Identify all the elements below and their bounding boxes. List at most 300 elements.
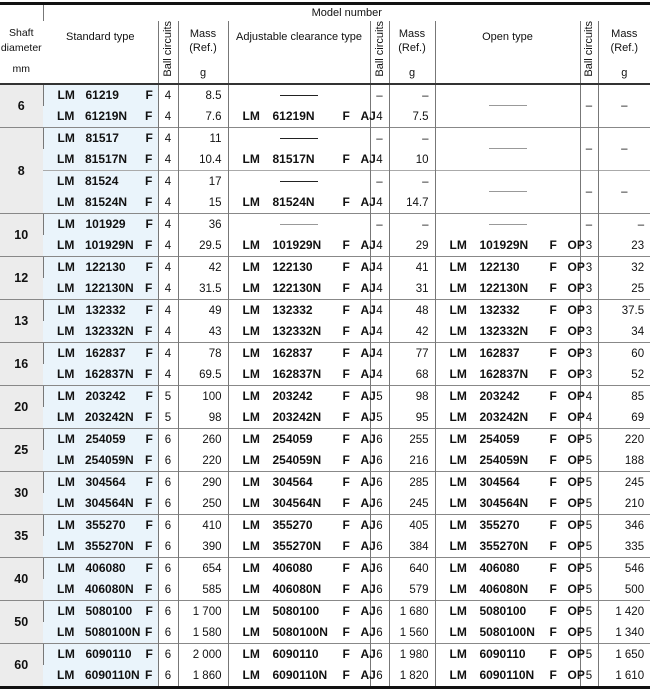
model-code — [229, 346, 376, 360]
type-suffix: AJ — [361, 582, 376, 596]
standard-ball-circuits: 4 — [158, 171, 178, 193]
flange-mark: F — [146, 343, 164, 363]
standard-ball-circuits: 4 — [158, 321, 178, 343]
flange-mark: F — [550, 665, 568, 685]
model-number: 5080100N — [472, 622, 550, 642]
open-ball-circuits: 3 — [580, 343, 598, 365]
flange-mark: F — [550, 364, 568, 384]
standard-ball-circuits: 4 — [158, 300, 178, 322]
model-prefix: LM — [58, 472, 80, 492]
model-number: 304564N — [472, 493, 550, 513]
standard-mass: 410 — [178, 515, 228, 537]
open-ball-circuits-header — [580, 21, 598, 84]
mass-label: Mass — [190, 28, 216, 40]
standard-ball-circuits: 4 — [158, 343, 178, 365]
model-code — [229, 195, 376, 209]
type-suffix: AJ — [361, 303, 376, 317]
model-number: 6090110 — [80, 644, 146, 664]
adjustable-mass: 42 — [389, 321, 435, 343]
open-mass-header — [598, 21, 650, 84]
model-prefix: LM — [57, 579, 79, 599]
model-number: 304564 — [80, 472, 146, 492]
flange-mark: F — [145, 622, 163, 642]
flange-mark: F — [343, 321, 361, 341]
open-model — [435, 214, 580, 236]
model-number-header: Model number — [43, 4, 650, 22]
open-ball-circuits: 3 — [580, 278, 598, 300]
standard-model — [43, 536, 158, 558]
standard-ball-circuits: 4 — [158, 149, 178, 171]
flange-mark: F — [550, 644, 568, 664]
model-code — [436, 625, 585, 639]
standard-mass: 220 — [178, 450, 228, 472]
open-ball-circuits: 5 — [580, 472, 598, 494]
adjustable-mass: 7.5 — [389, 106, 435, 128]
standard-mass: 8.5 — [178, 84, 228, 106]
standard-mass: 7.6 — [178, 106, 228, 128]
adjustable-mass: 14.7 — [389, 192, 435, 214]
model-code — [44, 131, 164, 145]
model-prefix: LM — [243, 257, 265, 277]
model-number: 254059 — [80, 429, 146, 449]
model-number: 162837N — [472, 364, 550, 384]
model-code — [44, 647, 164, 661]
table-row — [0, 84, 650, 106]
table-row — [0, 558, 650, 580]
model-code — [229, 238, 376, 252]
model-code — [436, 238, 585, 252]
open-model — [435, 171, 580, 214]
model-prefix: LM — [58, 429, 80, 449]
standard-ball-circuits: 6 — [158, 558, 178, 580]
model-number: 101929N — [79, 235, 145, 255]
flange-mark: F — [550, 429, 568, 449]
model-number: 355270 — [80, 515, 146, 535]
adjustable-ball-circuits: 6 — [370, 601, 389, 623]
standard-model — [43, 515, 158, 537]
adjustable-model — [228, 407, 370, 429]
flange-mark: F — [550, 493, 568, 513]
flange-mark: F — [550, 257, 568, 277]
model-number: 81524N — [265, 192, 343, 212]
standard-model — [43, 278, 158, 300]
model-code — [229, 432, 376, 446]
model-prefix: LM — [58, 128, 80, 148]
model-number: 254059N — [79, 450, 145, 470]
table-row — [0, 257, 650, 279]
model-prefix: LM — [243, 450, 265, 470]
model-code — [436, 432, 585, 446]
model-number: 122130N — [265, 278, 343, 298]
standard-model — [43, 364, 158, 386]
model-number: 254059 — [265, 429, 343, 449]
standard-model — [43, 579, 158, 601]
adjustable-mass: 216 — [389, 450, 435, 472]
model-code — [229, 604, 376, 618]
flange-mark: F — [145, 407, 163, 427]
standard-model — [43, 84, 158, 106]
flange-mark: F — [145, 171, 163, 191]
open-mass: 52 — [598, 364, 650, 386]
model-number: 254059 — [472, 429, 550, 449]
open-ball-circuits: – — [580, 128, 598, 171]
model-number: 203242N — [265, 407, 343, 427]
model-number: 81517 — [80, 128, 146, 148]
open-ball-circuits: 4 — [580, 407, 598, 429]
model-number: 61219 — [80, 85, 146, 105]
type-suffix: OP — [568, 668, 585, 682]
model-prefix: LM — [243, 106, 265, 126]
model-number: 304564N — [79, 493, 145, 513]
shaft-diameter: 6 — [0, 84, 43, 128]
adjustable-model — [228, 665, 370, 688]
type-suffix: AJ — [361, 453, 376, 467]
model-prefix: LM — [243, 579, 265, 599]
adjustable-ball-circuits: 6 — [370, 515, 389, 537]
table-row — [0, 321, 650, 343]
flange-mark: F — [146, 300, 164, 320]
model-prefix: LM — [450, 450, 472, 470]
open-ball-circuits: 3 — [580, 235, 598, 257]
model-code — [43, 152, 163, 166]
flange-mark: F — [343, 450, 361, 470]
standard-ball-circuits: 6 — [158, 450, 178, 472]
adjustable-mass: 384 — [389, 536, 435, 558]
type-suffix: OP — [568, 432, 585, 446]
model-code — [436, 604, 585, 618]
adjustable-model — [228, 429, 370, 451]
open-ball-circuits: 3 — [580, 364, 598, 386]
open-model — [435, 364, 580, 386]
flange-mark: F — [343, 364, 361, 384]
open-ball-circuits: 5 — [580, 450, 598, 472]
flange-mark: F — [550, 450, 568, 470]
standard-mass: 100 — [178, 386, 228, 408]
standard-mass: 1 580 — [178, 622, 228, 644]
mass-label: Mass — [611, 28, 637, 40]
table-row — [0, 407, 650, 429]
type-suffix: AJ — [361, 518, 376, 532]
adjustable-ball-circuits: 5 — [370, 407, 389, 429]
open-ball-circuits: 5 — [580, 644, 598, 666]
adjustable-model — [228, 536, 370, 558]
model-code — [44, 88, 164, 102]
type-suffix: AJ — [361, 668, 376, 682]
adjustable-mass: 77 — [389, 343, 435, 365]
flange-mark: F — [146, 601, 164, 621]
open-model — [435, 257, 580, 279]
standard-ball-circuits: 6 — [158, 601, 178, 623]
model-code — [229, 324, 376, 338]
standard-mass: 260 — [178, 429, 228, 451]
type-suffix: OP — [568, 346, 585, 360]
table-row — [0, 665, 650, 688]
standard-ball-circuits: 4 — [158, 84, 178, 106]
model-code — [436, 496, 585, 510]
model-prefix: LM — [243, 429, 265, 449]
adjustable-model — [228, 278, 370, 300]
standard-mass: 10.4 — [178, 149, 228, 171]
model-prefix: LM — [450, 429, 472, 449]
open-mass: 335 — [598, 536, 650, 558]
model-number: 6090110N — [472, 665, 550, 685]
model-number: 406080 — [265, 558, 343, 578]
standard-model — [43, 214, 158, 236]
type-suffix: OP — [568, 647, 585, 661]
adjustable-model — [228, 84, 370, 106]
model-number: 162837 — [472, 343, 550, 363]
flange-mark: F — [343, 257, 361, 277]
type-suffix: OP — [568, 281, 585, 295]
model-number: 162837N — [79, 364, 145, 384]
model-prefix: LM — [58, 558, 80, 578]
flange-mark: F — [550, 321, 568, 341]
adjustable-mass: 1 980 — [389, 644, 435, 666]
standard-ball-circuits: 4 — [158, 257, 178, 279]
model-code — [43, 496, 163, 510]
open-ball-circuits: 3 — [580, 257, 598, 279]
shaft-diameter: 35 — [0, 515, 43, 558]
standard-ball-circuits: 4 — [158, 128, 178, 150]
model-code — [229, 518, 376, 532]
model-prefix: LM — [57, 450, 79, 470]
model-code — [43, 367, 163, 381]
table-row — [0, 128, 650, 150]
standard-mass: 69.5 — [178, 364, 228, 386]
adjustable-ball-circuits: 4 — [370, 321, 389, 343]
not-available-line — [280, 224, 318, 225]
model-prefix: LM — [57, 278, 79, 298]
type-suffix: AJ — [361, 195, 376, 209]
model-number: 101929N — [265, 235, 343, 255]
flange-mark: F — [550, 235, 568, 255]
model-number: 5080100 — [80, 601, 146, 621]
model-number: 254059N — [265, 450, 343, 470]
model-number: 132332 — [472, 300, 550, 320]
model-code — [229, 582, 376, 596]
open-model — [435, 128, 580, 171]
model-number: 81524 — [79, 171, 145, 191]
standard-ball-circuits: 6 — [158, 622, 178, 644]
standard-ball-circuits: 5 — [158, 407, 178, 429]
shaft-diameter-header — [0, 4, 43, 85]
flange-mark: F — [343, 515, 361, 535]
flange-mark: F — [146, 85, 164, 105]
type-suffix: OP — [568, 518, 585, 532]
table-row — [0, 622, 650, 644]
adjustable-ball-circuits: 6 — [370, 579, 389, 601]
standard-mass: 17 — [178, 171, 228, 193]
shaft-diameter: 50 — [0, 601, 43, 644]
table-row — [0, 214, 650, 236]
model-code — [229, 260, 376, 274]
flange-mark: F — [550, 601, 568, 621]
model-prefix: LM — [57, 407, 79, 427]
open-mass: 85 — [598, 386, 650, 408]
open-mass: 546 — [598, 558, 650, 580]
standard-ball-circuits: 4 — [158, 192, 178, 214]
standard-mass: 78 — [178, 343, 228, 365]
adjustable-ball-circuits: 4 — [370, 278, 389, 300]
table-row — [0, 278, 650, 300]
model-number: 203242N — [79, 407, 145, 427]
open-mass: – — [598, 214, 650, 236]
model-number: 101929N — [472, 235, 550, 255]
open-ball-circuits: – — [580, 214, 598, 236]
model-prefix: LM — [58, 386, 80, 406]
flange-mark: F — [343, 472, 361, 492]
standard-ball-circuits: 4 — [158, 364, 178, 386]
model-code — [436, 647, 585, 661]
model-number: 132332N — [472, 321, 550, 341]
mass-unit: g — [390, 67, 435, 79]
model-code — [436, 410, 585, 424]
type-suffix: AJ — [361, 561, 376, 575]
standard-model — [43, 622, 158, 644]
lm-bushing-spec-table — [0, 2, 650, 689]
model-number: 406080N — [265, 579, 343, 599]
flange-mark: F — [550, 407, 568, 427]
adjustable-mass: – — [389, 214, 435, 236]
open-mass: 245 — [598, 472, 650, 494]
standard-mass: 1 860 — [178, 665, 228, 688]
model-prefix: LM — [450, 407, 472, 427]
model-code — [43, 195, 163, 209]
flange-mark: F — [550, 536, 568, 556]
ball-circuits-label: Ball circuits — [162, 21, 174, 77]
shaft-diameter: 40 — [0, 558, 43, 601]
model-prefix: LM — [450, 665, 472, 685]
model-number: 132332 — [265, 300, 343, 320]
flange-mark: F — [343, 235, 361, 255]
model-code — [229, 475, 376, 489]
standard-mass: 390 — [178, 536, 228, 558]
flange-mark: F — [146, 429, 164, 449]
model-number: 406080 — [472, 558, 550, 578]
open-model — [435, 579, 580, 601]
table-row — [0, 429, 650, 451]
flange-mark: F — [146, 644, 164, 664]
flange-mark: F — [550, 343, 568, 363]
model-number: 355270 — [472, 515, 550, 535]
open-mass: – — [598, 84, 650, 128]
model-code — [229, 367, 376, 381]
standard-model — [43, 149, 158, 171]
model-code — [43, 668, 163, 682]
standard-mass: 31.5 — [178, 278, 228, 300]
table-row — [0, 644, 650, 666]
model-prefix: LM — [243, 536, 265, 556]
model-number: 5080100N — [265, 622, 343, 642]
type-suffix: OP — [568, 238, 585, 252]
adjustable-ball-circuits: – — [370, 84, 389, 106]
model-number: 203242 — [80, 386, 146, 406]
adjustable-mass: 98 — [389, 386, 435, 408]
table-row — [0, 300, 650, 322]
type-suffix: OP — [568, 367, 585, 381]
model-number: 122130 — [472, 257, 550, 277]
open-ball-circuits: 3 — [580, 300, 598, 322]
adjustable-ball-circuits: 6 — [370, 622, 389, 644]
adjustable-ball-circuits: 6 — [370, 558, 389, 580]
model-code — [44, 604, 164, 618]
open-mass: 34 — [598, 321, 650, 343]
model-code — [229, 453, 376, 467]
flange-mark: F — [343, 278, 361, 298]
adjustable-mass: 68 — [389, 364, 435, 386]
shaft-diameter: 20 — [0, 386, 43, 429]
model-number: 122130N — [79, 278, 145, 298]
type-suffix: AJ — [361, 410, 376, 424]
model-code — [229, 389, 376, 403]
flange-mark: F — [550, 300, 568, 320]
adjustable-mass: 1 820 — [389, 665, 435, 688]
open-model — [435, 386, 580, 408]
adjustable-model — [228, 235, 370, 257]
adjustable-ball-circuits: 4 — [370, 343, 389, 365]
flange-mark: F — [343, 601, 361, 621]
flange-mark: F — [145, 106, 163, 126]
standard-model — [43, 407, 158, 429]
adjustable-mass: – — [389, 128, 435, 150]
open-model — [435, 536, 580, 558]
standard-model — [43, 321, 158, 343]
model-prefix: LM — [243, 278, 265, 298]
model-code — [436, 324, 585, 338]
model-prefix: LM — [450, 364, 472, 384]
standard-model — [43, 450, 158, 472]
flange-mark: F — [343, 386, 361, 406]
standard-model — [43, 128, 158, 150]
adjustable-model — [228, 515, 370, 537]
open-mass: 1 340 — [598, 622, 650, 644]
standard-model — [43, 300, 158, 322]
flange-mark: F — [550, 278, 568, 298]
shaft-diameter: 30 — [0, 472, 43, 515]
adjustable-model — [228, 558, 370, 580]
open-mass: 1 420 — [598, 601, 650, 623]
model-number: 304564 — [265, 472, 343, 492]
adjustable-ball-circuits: 4 — [370, 149, 389, 171]
type-suffix: AJ — [361, 281, 376, 295]
standard-model — [43, 343, 158, 365]
type-suffix: AJ — [361, 625, 376, 639]
open-model — [435, 665, 580, 688]
shaft-header-line1: Shaft — [0, 26, 43, 41]
model-code — [43, 539, 163, 553]
model-prefix: LM — [243, 493, 265, 513]
model-prefix: LM — [450, 558, 472, 578]
open-ball-circuits: 5 — [580, 429, 598, 451]
table-row — [0, 386, 650, 408]
model-code — [44, 518, 164, 532]
open-model — [435, 450, 580, 472]
adjustable-ball-circuits: 6 — [370, 472, 389, 494]
model-prefix: LM — [450, 278, 472, 298]
standard-mass: 36 — [178, 214, 228, 236]
table-row — [0, 579, 650, 601]
open-mass: 500 — [598, 579, 650, 601]
adjustable-model — [228, 601, 370, 623]
standard-model — [43, 472, 158, 494]
model-code — [44, 303, 164, 317]
model-number: 5080100 — [472, 601, 550, 621]
shaft-header-line2: diameter — [0, 41, 43, 56]
open-mass: 60 — [598, 343, 650, 365]
model-number: 122130N — [472, 278, 550, 298]
model-number: 122130 — [265, 257, 343, 277]
model-prefix: LM — [450, 579, 472, 599]
